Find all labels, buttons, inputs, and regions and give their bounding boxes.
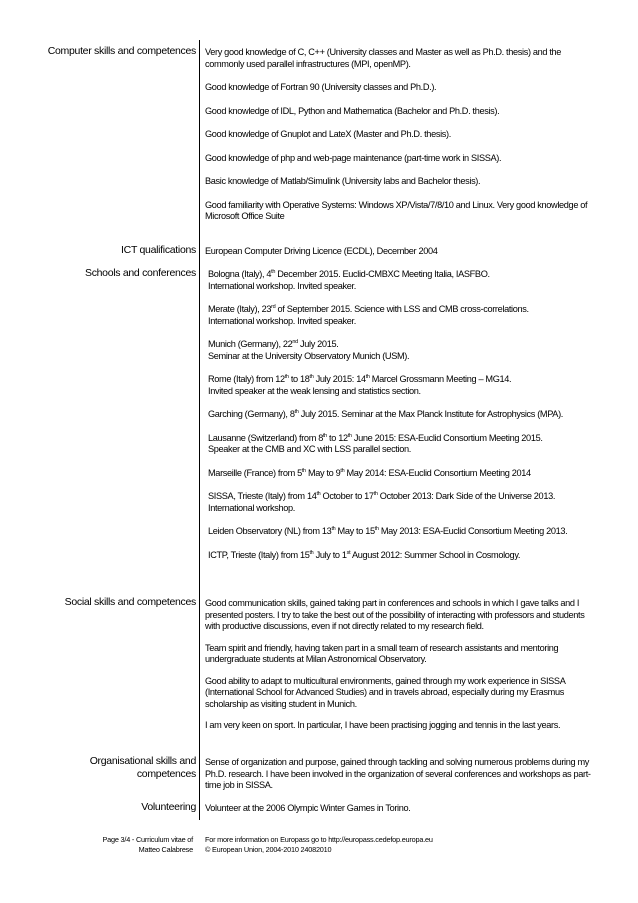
organisational-label-line2: competences: [136, 768, 196, 780]
social-item: I am very keen on sport. In particular, I have been practising jogging and tennis in the last years.: [205, 720, 561, 730]
schools-label: Schools and conferences: [84, 267, 196, 279]
conference-text: Leiden Observatory (NL) from 13: [208, 526, 332, 536]
conference-item: [208, 550, 603, 562]
ordinal-suffix: th: [347, 432, 352, 439]
conference-text: ICTP, Trieste (Italy) from 15: [208, 549, 310, 560]
conference-item: [208, 304, 603, 327]
conference-text: Rome (Italy) from 12: [208, 374, 285, 384]
conference-detail: International workshop. Invited speaker.: [208, 280, 356, 291]
ordinal-suffix: th: [374, 526, 379, 532]
computer-skill-item: Good familiarity with Operative Systems: Windows XP/Vista/7/8/10 and Linux. Very good knowledge of Microsoft Office Suite: [205, 199, 588, 221]
conference-text: Munich (Germany), 22: [208, 339, 293, 349]
computer-skills-label: Computer skills and competences: [47, 45, 196, 57]
ordinal-suffix: th: [309, 374, 314, 380]
conference-line: [208, 526, 603, 538]
conference-text: Garching (Germany), 8: [208, 409, 295, 419]
social-item: Good communication skills, gained taking part in conferences and schools in which I gave talks and I presented posters. I try to take the best out of the possibility of interacting with professors and students with productive discussions, even if not directly related to my research field.: [205, 598, 585, 631]
conference-text: May to 15: [335, 526, 375, 536]
computer-skill-item: Very good knowledge of C, C++ (University classes and Master as well as Ph.D. thesis) and the commonly used parallel infrastructures (MPI, openMP).: [205, 47, 562, 69]
footer-page-info: Page 3/4 - Curriculum vitae of: [102, 835, 193, 844]
computer-skill-item: Good knowledge of Gnuplot and LateX (Master and Ph.D. thesis).: [205, 129, 451, 139]
computer-skill-item: Good knowledge of php and web-page maintenance (part-time work in SISSA).: [205, 152, 502, 163]
conference-detail: Seminar at the University Observatory Munich (USM).: [208, 350, 410, 361]
organisational-item: Sense of organization and purpose, gained through tackling and solving numerous problems during my Ph.D. research. I have been involved in the organization of several conferences and workshops as part-time job in SISSA.: [205, 757, 591, 790]
ordinal-suffix: th: [322, 432, 327, 439]
conference-detail: International workshop.: [208, 502, 295, 513]
conference-line: [208, 374, 603, 386]
computer-skill-item: Good knowledge of IDL, Python and Mathematica (Bachelor and Ph.D. thesis).: [205, 105, 500, 116]
footer-copyright: © European Union, 2004-2010 24082010: [205, 844, 332, 854]
social-item: Team spirit and friendly, having taken part in a small team of research assistants and mentoring undergraduate students at Milan Astronomical Observatory.: [205, 642, 559, 664]
footer-europass-link[interactable]: For more information on Europass go to http://europass.cedefop.europa.eu: [205, 835, 433, 844]
ordinal-suffix: st: [346, 549, 351, 556]
footer-author: Matteo Calabrese: [138, 844, 193, 854]
ordinal-suffix: th: [271, 269, 276, 275]
conference-line: [208, 269, 603, 281]
conference-item: [208, 409, 603, 421]
ordinal-suffix: th: [331, 526, 336, 532]
conference-text: July 2015.: [297, 339, 339, 349]
conference-text: Merate (Italy), 23: [208, 304, 272, 314]
conference-detail: Speaker at the CMB and XC with LSS parallel section.: [208, 444, 411, 454]
conference-line: [208, 409, 603, 421]
conference-text: July 2015. Seminar at the Max Planck Institute for Astrophysics (MPA).: [298, 409, 564, 419]
conference-text: July 2015: 14: [313, 374, 366, 384]
ordinal-suffix: th: [365, 374, 370, 380]
conference-text: to 12: [326, 432, 348, 443]
ordinal-suffix: th: [316, 491, 321, 497]
conference-text: to 18: [288, 374, 310, 384]
ordinal-suffix: th: [309, 549, 314, 556]
conference-text: May to 9: [305, 467, 341, 478]
conference-text: SISSA, Trieste (Italy) from 14: [208, 491, 317, 501]
ordinal-suffix: rd: [271, 304, 276, 310]
conference-item: [208, 339, 603, 362]
conference-text: October to 17: [320, 491, 374, 501]
conference-text: Marseille (France) from 5: [208, 467, 302, 478]
page-footer-right: [205, 835, 433, 854]
conference-text: Lausanne (Switzerland) from 8: [208, 432, 323, 443]
ordinal-suffix: th: [340, 467, 345, 474]
conference-line: [208, 339, 603, 351]
page-footer-left: [0, 835, 193, 854]
volunteering-item: Volunteer at the 2006 Olympic Winter Games in Torino.: [205, 803, 411, 813]
ordinal-suffix: th: [373, 491, 378, 497]
conference-line: [208, 550, 603, 562]
conference-item: [208, 269, 603, 292]
conference-line: [208, 304, 603, 316]
ict-label: ICT qualifications: [121, 244, 196, 256]
conference-text: May 2014: ESA-Euclid Consortium Meeting 2014: [344, 467, 531, 478]
computer-skill-item: Good knowledge of Fortran 90 (University classes and Ph.D.).: [205, 82, 437, 92]
conference-item: [208, 433, 603, 456]
conference-line: [208, 468, 603, 480]
organisational-label: [6, 755, 196, 781]
ict-item: European Computer Driving Licence (ECDL), December 2004: [205, 246, 438, 256]
conference-line: [208, 491, 603, 503]
conference-item: [208, 526, 603, 538]
conference-item: [208, 374, 603, 397]
conference-text: May 2013: ESA-Euclid Consortium Meeting 2013.: [378, 526, 568, 536]
conference-text: August 2012: Summer School in Cosmology.: [350, 549, 521, 560]
conference-item: [208, 468, 603, 480]
conference-text: December 2015. Euclid-CMBXC Meeting Italia, IASFBO.: [275, 269, 490, 279]
ordinal-suffix: nd: [292, 339, 298, 345]
conference-detail: International workshop. Invited speaker.: [208, 315, 356, 326]
conference-item: [208, 491, 603, 514]
ordinal-suffix: th: [301, 467, 306, 474]
social-label: Social skills and competences: [64, 596, 196, 608]
conference-text: October 2013: Dark Side of the Universe 2013.: [377, 491, 556, 501]
social-item: Good ability to adapt to multicultural environments, gained through my work experience in SISSA (International School for Advanced Studies) and in travels abroad, especially during my Erasmus scholarship as visiting student in Munich.: [205, 675, 565, 709]
ordinal-suffix: th: [284, 374, 289, 380]
conference-detail: Invited speaker at the weak lensing and statistics section.: [208, 385, 421, 396]
column-divider: [199, 40, 200, 820]
conference-text: Bologna (Italy), 4: [208, 269, 272, 279]
ordinal-suffix: th: [294, 409, 299, 415]
conference-text: June 2015: ESA-Euclid Consortium Meeting 2015.: [351, 432, 543, 443]
conference-text: Marcel Grossmann Meeting – MG14.: [369, 374, 512, 384]
conference-line: [208, 433, 603, 445]
computer-skill-item: Basic knowledge of Matlab/Simulink (University labs and Bachelor thesis).: [205, 176, 481, 186]
schools-list: [208, 269, 603, 561]
volunteering-label: Volunteering: [141, 801, 196, 813]
conference-text: July to 1: [313, 549, 347, 560]
organisational-label-line1: Organisational skills and: [89, 755, 196, 767]
conference-text: of September 2015. Science with LSS and CMB cross-correlations.: [275, 304, 529, 314]
